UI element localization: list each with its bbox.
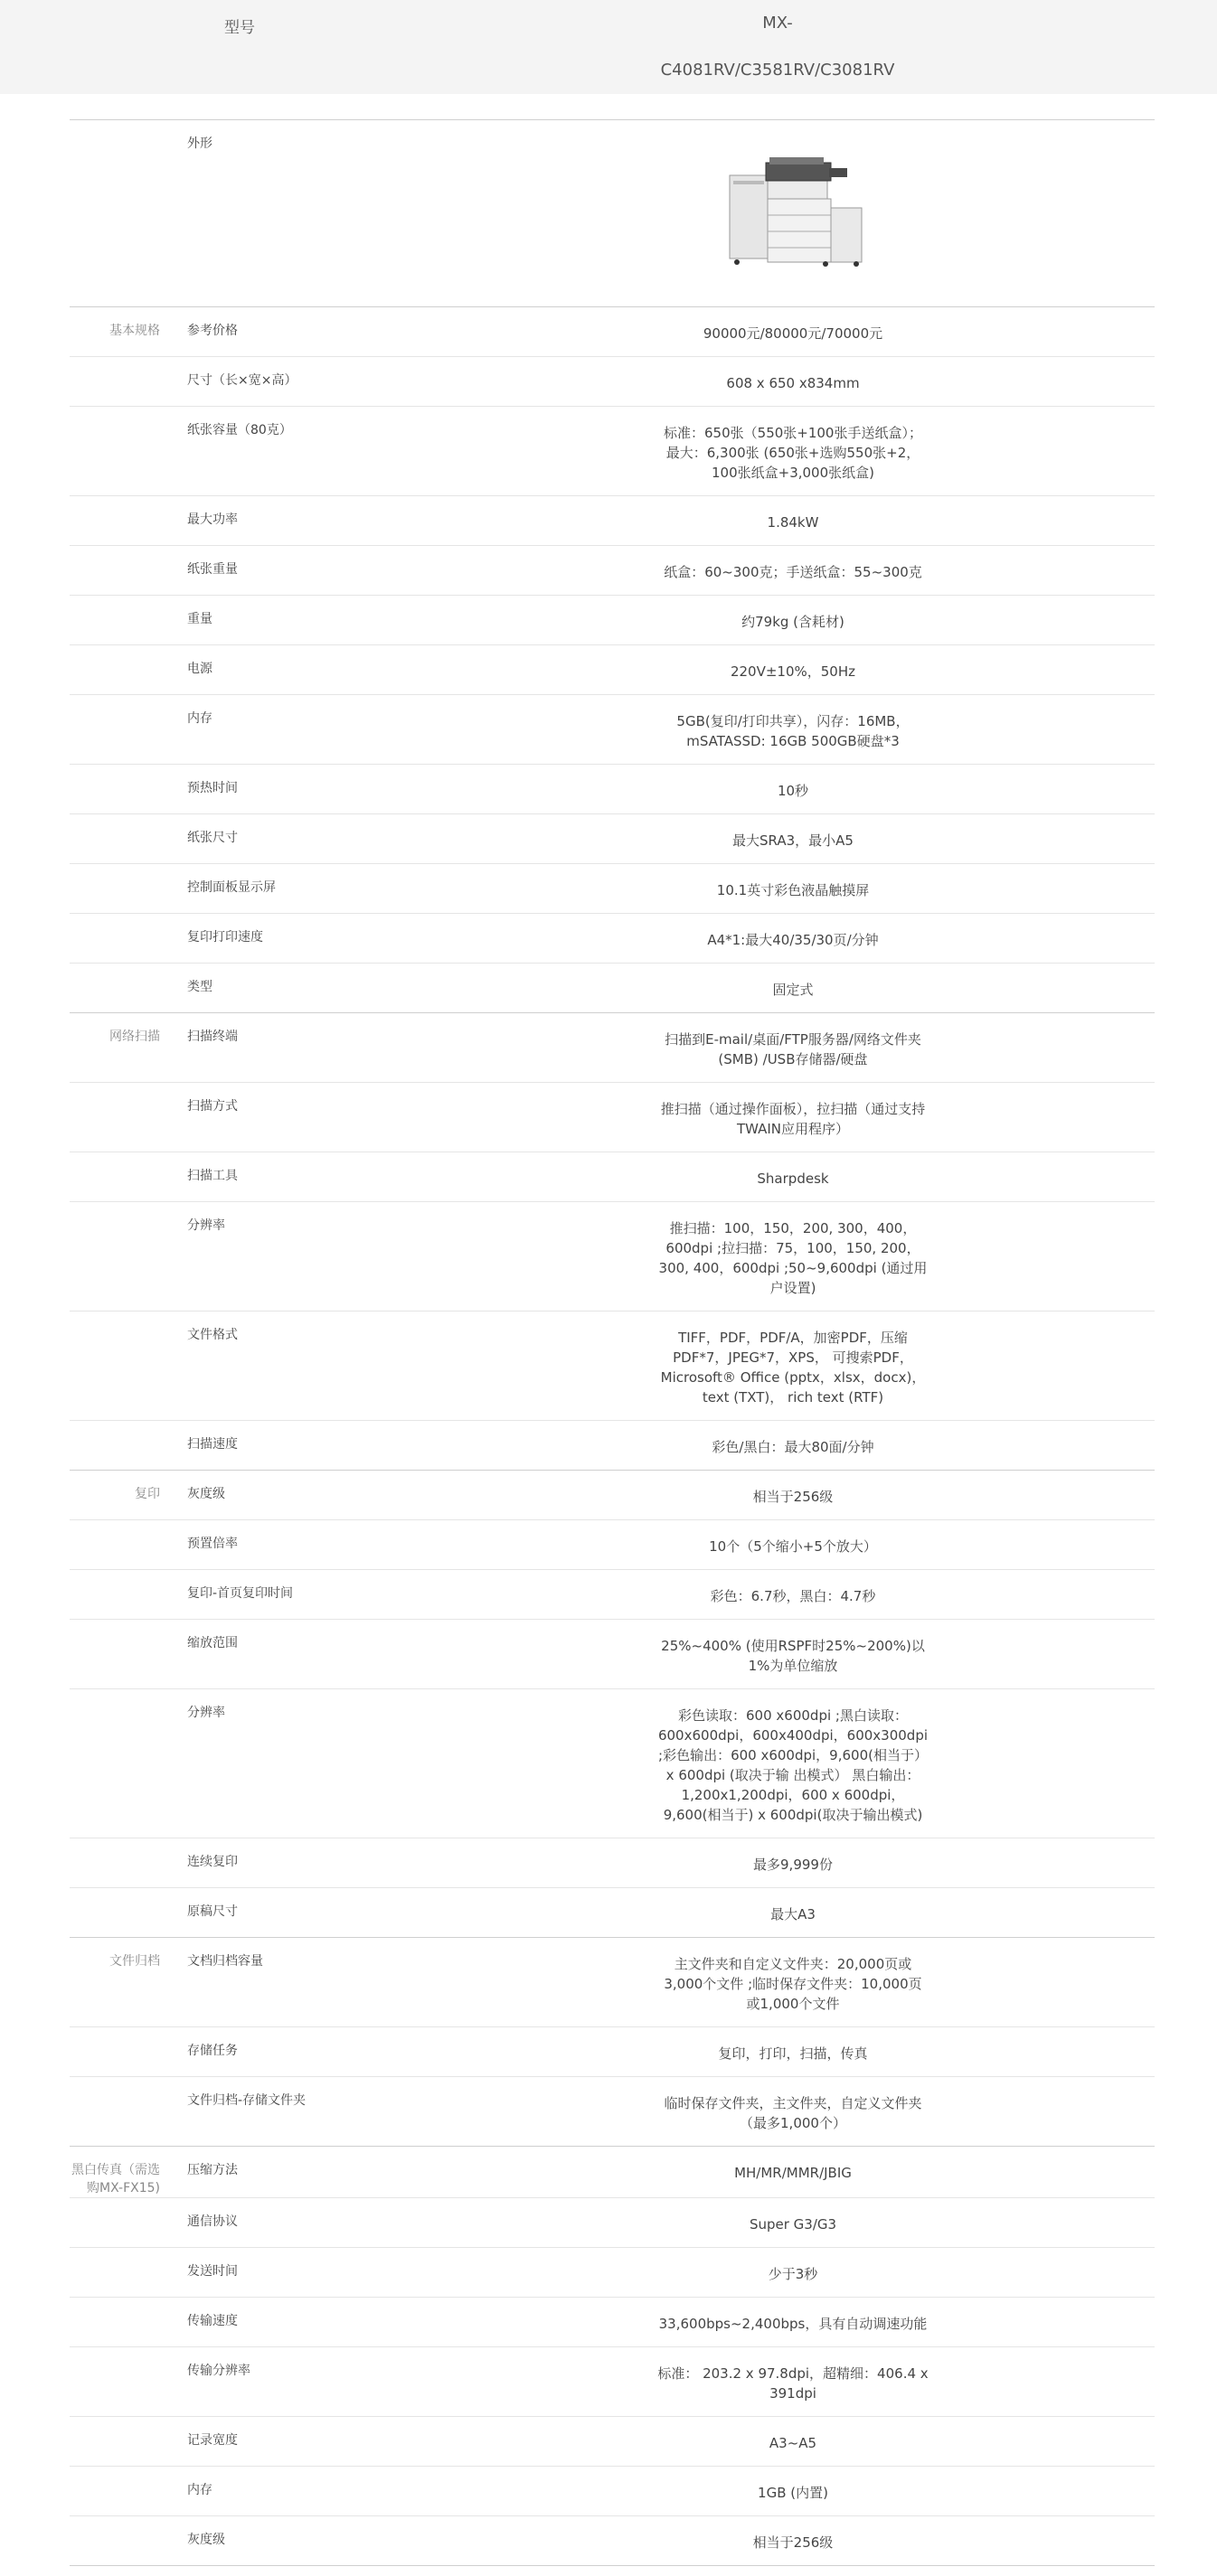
spec-row xyxy=(70,2247,1155,2297)
spec-value: 33,600bps~2,400bps，具有自动调速功能 xyxy=(658,2316,928,2332)
spec-row xyxy=(70,913,1155,963)
spec-value: 1.84kW xyxy=(767,514,819,531)
category-label xyxy=(70,914,187,963)
spec-value: A4*1:最大40/35/30页/分钟 xyxy=(707,932,879,948)
spec-value: 彩色：6.7秒，黑白：4.7秒 xyxy=(710,1588,876,1604)
spec-name: 扫描速度 xyxy=(187,1437,238,1452)
product-image xyxy=(657,120,929,306)
spec-name: 外形 xyxy=(187,136,212,151)
spec-name: 复印-首页复印时间 xyxy=(187,1586,294,1601)
spec-row xyxy=(70,1420,1155,1470)
category-label: 基本规格 xyxy=(109,324,160,338)
category-label xyxy=(70,2347,187,2416)
spec-row xyxy=(70,1012,1155,1082)
spec-name: 类型 xyxy=(187,980,212,994)
spec-name: 灰度级 xyxy=(187,1487,225,1501)
spec-row xyxy=(70,545,1155,595)
spec-name: 文件归档-存储文件夹 xyxy=(187,2093,307,2108)
spec-row xyxy=(70,2416,1155,2466)
spec-name: 分辨率 xyxy=(187,1218,225,1233)
spec-value: 标准： 203.2 x 97.8dpi，超精细：406.4 x 391dpi xyxy=(657,2365,929,2402)
spec-name: 扫描方式 xyxy=(187,1099,238,1114)
spec-header xyxy=(0,0,1217,94)
spec-name: 存储任务 xyxy=(187,2044,238,2058)
spec-name: 重量 xyxy=(187,612,212,626)
spec-row xyxy=(70,1519,1155,1569)
category-label xyxy=(70,2027,187,2076)
spec-row xyxy=(70,1838,1155,1887)
spec-row xyxy=(70,2515,1155,2566)
category-label xyxy=(70,1152,187,1201)
spec-value: 彩色读取：600 x600dpi ;黑白读取：600x600dpi，600x400dpi，600x300dpi ;彩色输出：600 x600dpi，9,600(相当于）x 600dpi (取决于输 出模式） 黑白输出：1,200x1,200dpi，600 x 600dpi，9,600(相当于) x 600dpi(取决于输出模式) xyxy=(657,1707,929,1823)
category-label xyxy=(70,1421,187,1470)
category-label xyxy=(70,407,187,495)
spec-name: 灰度级 xyxy=(187,2533,225,2547)
spec-row xyxy=(70,1688,1155,1838)
spec-name: 原稿尺寸 xyxy=(187,1904,238,1919)
spec-name: 连续复印 xyxy=(187,1855,238,1869)
spec-name: 尺寸（长×宽×高） xyxy=(187,373,297,388)
spec-value: 90000元/80000元/70000元 xyxy=(703,325,883,342)
spec-row xyxy=(70,406,1155,495)
appearance-row xyxy=(70,119,1155,306)
category-label xyxy=(70,765,187,813)
spec-value: 220V±10%，50Hz xyxy=(730,663,856,680)
category-label xyxy=(70,2417,187,2466)
spec-name: 内存 xyxy=(187,2483,212,2497)
spec-row xyxy=(70,2076,1155,2146)
spec-value: 5GB(复印/打印共享），闪存：16MB，mSATASSD: 16GB 500GB硬盘*3 xyxy=(676,713,910,749)
spec-row xyxy=(70,1082,1155,1152)
category-label xyxy=(70,2077,187,2146)
spec-value: MH/MR/MMR/JBIG xyxy=(734,2165,852,2181)
spec-value: 10个（5个缩小+5个放大） xyxy=(709,1538,877,1555)
spec-row xyxy=(70,1470,1155,1519)
spec-name: 扫描终端 xyxy=(187,1029,238,1044)
spec-name: 最大功率 xyxy=(187,512,238,527)
spec-row xyxy=(70,963,1155,1012)
spec-row xyxy=(70,1569,1155,1619)
spec-name: 发送时间 xyxy=(187,2264,238,2279)
spec-row xyxy=(70,813,1155,863)
category-label xyxy=(70,2248,187,2297)
category-label xyxy=(70,1083,187,1152)
category-label xyxy=(70,1570,187,1619)
spec-row xyxy=(70,2146,1155,2197)
spec-value: 1GB (内置) xyxy=(758,2485,828,2501)
spec-value: Super G3/G3 xyxy=(749,2216,837,2233)
category-label xyxy=(70,1888,187,1937)
spec-name: 内存 xyxy=(187,711,212,726)
model-label: 型号 xyxy=(224,19,255,37)
category-label xyxy=(70,120,187,306)
spec-row xyxy=(70,1887,1155,1937)
spec-row xyxy=(70,595,1155,644)
spec-row xyxy=(70,694,1155,764)
spec-name: 控制面板显示屏 xyxy=(187,880,276,895)
category-label xyxy=(70,496,187,545)
category-label xyxy=(70,964,187,1012)
spec-row xyxy=(70,764,1155,813)
spec-value: Sharpdesk xyxy=(757,1170,829,1187)
category-label xyxy=(70,645,187,694)
spec-row xyxy=(70,644,1155,694)
spec-row xyxy=(70,495,1155,545)
spec-name: 参考价格 xyxy=(187,324,238,338)
model-line-1: MX- xyxy=(762,14,793,33)
spec-value: 最大SRA3，最小A5 xyxy=(732,832,854,849)
spec-name: 扫描工具 xyxy=(187,1169,238,1183)
category-label xyxy=(70,1838,187,1887)
category-label: 复印 xyxy=(135,1487,160,1501)
spec-row xyxy=(70,2346,1155,2416)
spec-value: 扫描到E-mail/桌面/FTP服务器/网络文件夹(SMB) /USB存储器/硬盘 xyxy=(665,1031,921,1067)
category-label xyxy=(70,546,187,595)
spec-value: 彩色/黑白：最大80面/分钟 xyxy=(712,1439,874,1455)
spec-name: 纸张容量（80克） xyxy=(187,423,292,437)
spec-name: 纸张尺寸 xyxy=(187,831,238,845)
spec-name: 预置倍率 xyxy=(187,1537,238,1551)
category-label xyxy=(70,2198,187,2247)
spec-name: 传输分辨率 xyxy=(187,2364,250,2378)
category-label xyxy=(70,596,187,644)
spec-value: A3~A5 xyxy=(769,2435,817,2451)
spec-row xyxy=(70,1311,1155,1420)
category-label xyxy=(70,814,187,863)
category-label xyxy=(70,695,187,764)
spec-table xyxy=(70,119,1155,2566)
category-label: 网络扫描 xyxy=(109,1029,160,1044)
category-label xyxy=(70,1520,187,1569)
spec-name: 记录宽度 xyxy=(187,2433,238,2448)
spec-row xyxy=(70,863,1155,913)
category-label xyxy=(70,1689,187,1838)
spec-name: 复印打印速度 xyxy=(187,930,263,945)
spec-value: 主文件夹和自定义文件夹：20,000页或3,000个文件 ;临时保存文件夹：10,000页或1,000个文件 xyxy=(664,1956,922,2012)
spec-value: 临时保存文件夹，主文件夹，自定义文件夹（最多1,000个） xyxy=(664,2095,922,2131)
spec-value: 少于3秒 xyxy=(768,2266,818,2282)
spec-value: 纸盒：60~300克；手送纸盒：55~300克 xyxy=(664,564,922,580)
spec-row xyxy=(70,2466,1155,2515)
category-label xyxy=(70,864,187,913)
category-label: 文件归档 xyxy=(109,1954,160,1969)
spec-value: 标准：650张（550张+100张手送纸盒）；最大：6,300张 (650张+选购550张+2，100张纸盒+3,000张纸盒) xyxy=(664,425,922,481)
spec-name: 文件格式 xyxy=(187,1328,238,1342)
spec-value: 推扫描（通过操作面板），拉扫描（通过支持TWAIN应用程序） xyxy=(660,1101,926,1137)
spec-name: 通信协议 xyxy=(187,2214,238,2229)
spec-name: 传输速度 xyxy=(187,2314,238,2328)
spec-value: 608 x 650 x834mm xyxy=(726,375,860,391)
category-label: 黑白传真（需选购MX-FX15) xyxy=(71,2163,160,2195)
spec-value: 25%~400% (使用RSPF时25%~200%)以1%为单位缩放 xyxy=(661,1638,925,1674)
category-label xyxy=(70,1312,187,1420)
spec-name: 电源 xyxy=(187,662,212,676)
spec-row xyxy=(70,2026,1155,2076)
spec-value: 10.1英寸彩色液晶触摸屏 xyxy=(716,882,870,898)
spec-name: 分辨率 xyxy=(187,1706,225,1720)
spec-row xyxy=(70,356,1155,406)
spec-value: 相当于256级 xyxy=(752,1489,834,1505)
spec-row xyxy=(70,306,1155,356)
spec-value: 固定式 xyxy=(772,982,814,998)
spec-row xyxy=(70,2197,1155,2247)
spec-row xyxy=(70,1201,1155,1311)
model-line-2: C4081RV/C3581RV/C3081RV xyxy=(660,61,895,80)
spec-value: 复印，打印，扫描，传真 xyxy=(718,2045,868,2062)
category-label xyxy=(70,357,187,406)
model-value xyxy=(542,0,1013,94)
spec-value: TIFF，PDF，PDF/A，加密PDF，压缩PDF*7，JPEG*7，XPS， 可搜索PDF，Microsoft® Office (pptx，xlsx，docx)，text (TXT)， rich text (RTF) xyxy=(660,1330,926,1406)
spec-name: 纸张重量 xyxy=(187,562,238,577)
spec-row xyxy=(70,1619,1155,1688)
spec-value: 相当于256级 xyxy=(752,2534,834,2551)
spec-name: 缩放范围 xyxy=(187,1636,238,1650)
spec-row xyxy=(70,1937,1155,2026)
spec-row xyxy=(70,2297,1155,2346)
spec-value: 推扫描：100，150，200, 300，400，600dpi ;拉扫描：75，100，150, 200，300, 400，600dpi ;50~9,600dpi (通过用户设置) xyxy=(658,1220,928,1296)
category-label xyxy=(70,2467,187,2515)
spec-value: 约79kg (含耗材) xyxy=(741,614,844,630)
spec-value: 10秒 xyxy=(777,783,809,799)
spec-value: 最大A3 xyxy=(770,1906,816,1923)
category-label xyxy=(70,1202,187,1311)
category-label xyxy=(70,2516,187,2565)
spec-name: 压缩方法 xyxy=(187,2163,238,2177)
copier-image xyxy=(712,150,874,277)
spec-name: 预热时间 xyxy=(187,781,238,795)
spec-name: 文档归档容量 xyxy=(187,1954,263,1969)
category-label xyxy=(70,2298,187,2346)
spec-row xyxy=(70,1152,1155,1201)
category-label xyxy=(70,1620,187,1688)
spec-value: 最多9,999份 xyxy=(753,1857,833,1873)
